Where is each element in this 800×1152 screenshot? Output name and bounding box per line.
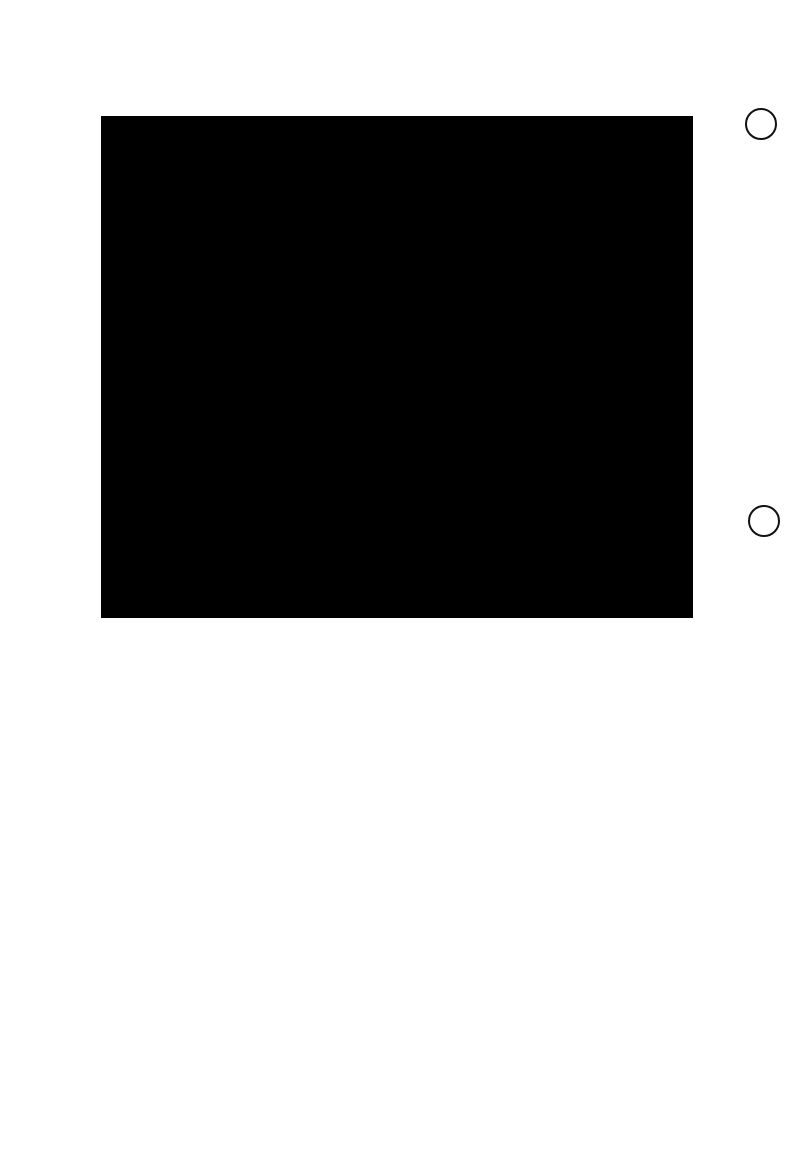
punch-hole-bottom [748, 505, 780, 537]
footnote: ¹⁷ Mark Kelly Deposition, p. 53 [91, 773, 101, 928]
round-bullet: ● [43, 803, 54, 812]
footnote: ¹⁶ Schwartz 2006 [82, 773, 92, 860]
footnote: ¹⁸ MWG13-15_49084-49256; MWG13-15_10209- [100, 773, 110, 1014]
inverted-scanned-page [0, 116, 693, 1141]
footnote-rule [68, 773, 69, 923]
footnote: ¹⁹ Mark Kelly Deposition pp. 54-6 [109, 773, 119, 941]
punch-hole-top [745, 108, 777, 140]
text-line: removed annually.¹⁹ [18, 888, 30, 1011]
text-line: Bypass Basin (see Figure 5-7 for a typical constru [43, 836, 55, 1141]
footnote: ¹⁵ Teleconference with Mark Kelly [73, 773, 83, 942]
rotated-page-content [0, 618, 119, 1141]
page-header: 11-2-2015 J.Seymour Expert Report [103, 618, 115, 835]
text-line: tubes, and as a temporary laydown area [0, 888, 12, 1136]
